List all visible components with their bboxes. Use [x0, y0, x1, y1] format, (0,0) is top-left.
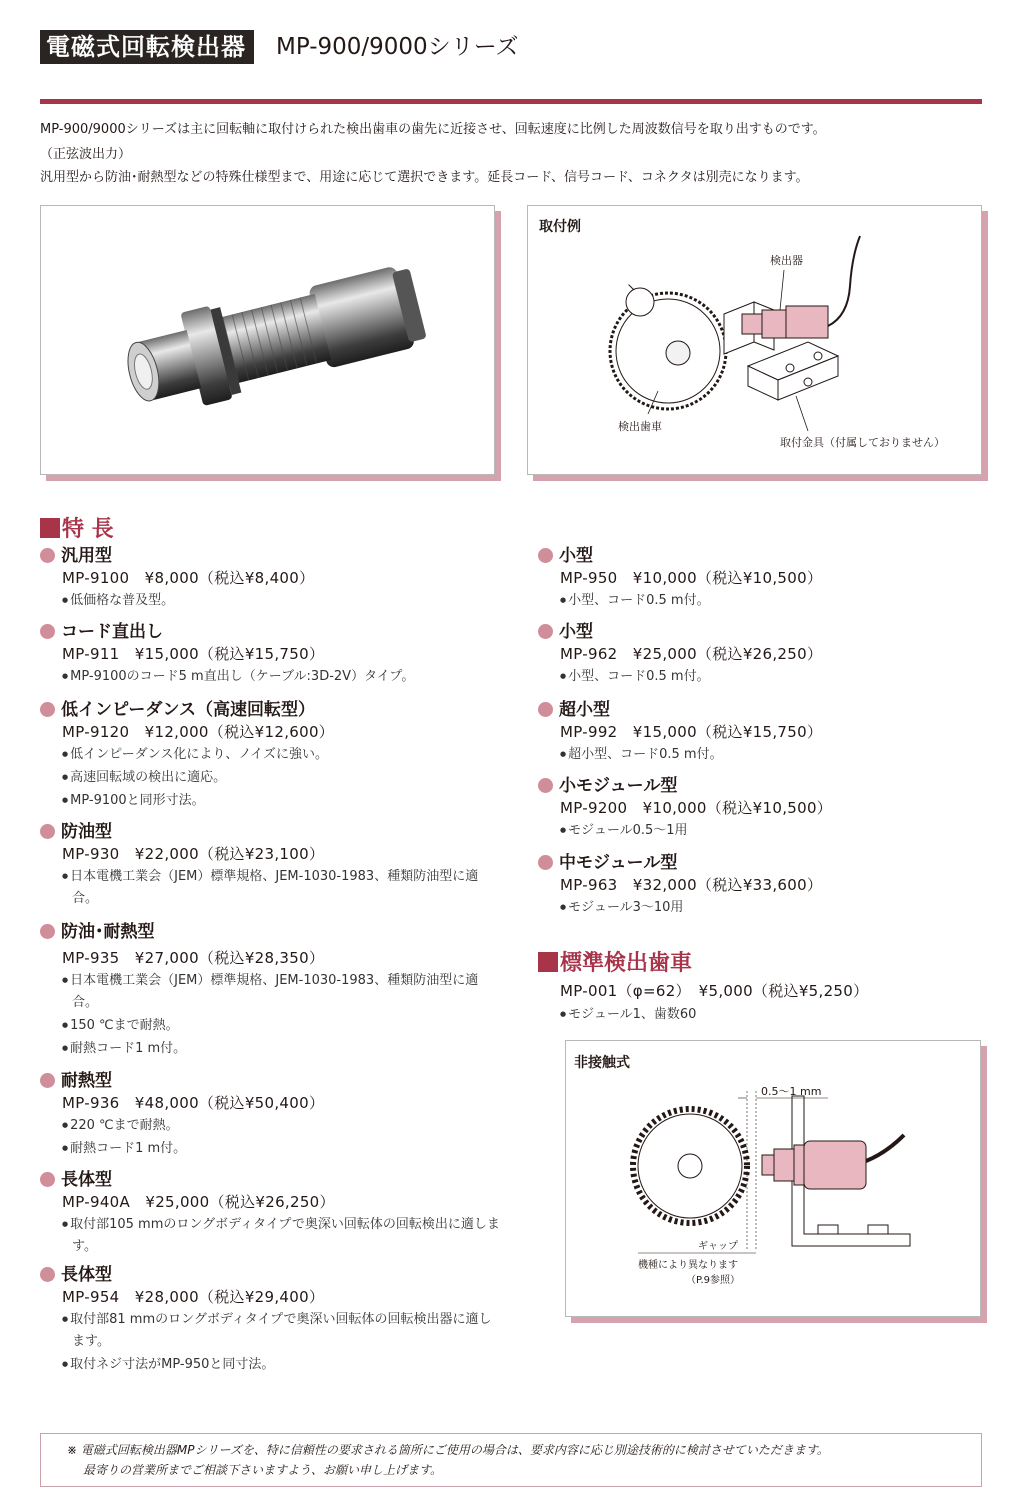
- feature-model: MP-992 ¥15,000（税込¥15,750）: [560, 723, 823, 741]
- feature-model: MP-930 ¥22,000（税込¥23,100）: [62, 845, 325, 863]
- feature-item-mp963: [538, 852, 1008, 919]
- feature-note: ● 低価格な普及型。: [62, 589, 510, 612]
- feature-name: 小モジュール型: [559, 776, 678, 796]
- feature-item-mp9100: [40, 545, 510, 612]
- features-heading: 特 長: [40, 512, 114, 543]
- feature-model: MP-950 ¥10,000（税込¥10,500）: [560, 569, 823, 587]
- bracket-label: 取付金具（付属しておりません）: [780, 436, 945, 449]
- feature-note: ● 高速回転域の検出に適応。: [62, 766, 510, 789]
- feature-name: 超小型: [559, 700, 610, 720]
- feature-note: ● 取付部105 mmのロングボディタイプで奥深い回転体の回転検出に適します。: [62, 1213, 502, 1258]
- feature-item-mp962: [538, 621, 1008, 688]
- feature-note: ● 超小型、コード0.5 m付。: [560, 743, 1008, 766]
- varies-label: 機種により異なります: [638, 1260, 738, 1271]
- feature-item-mp954: [40, 1264, 510, 1376]
- feature-name: 中モジュール型: [559, 853, 678, 873]
- footer-line-1: ※ 電磁式回転検出器MPシリーズを、特に信頼性の要求される箇所にご使用の場合は、要求内容に応じ別途技術的に検討させていただきます。: [67, 1443, 829, 1457]
- feature-note: ● 日本電機工業会（JEM）標準規格、JEM-1030-1983、種類防油型に適合。: [62, 969, 502, 1014]
- feature-name: 小型: [559, 622, 593, 642]
- feature-name: 小型: [559, 546, 593, 566]
- feature-name: 長体型: [61, 1265, 112, 1285]
- gear-label: 検出歯車: [618, 420, 662, 433]
- reference-label: （P.9参照）: [686, 1275, 741, 1286]
- gap-label: ギャップ: [698, 1241, 738, 1252]
- feature-note: ● 日本電機工業会（JEM）標準規格、JEM-1030-1983、種類防油型に適合。: [62, 865, 502, 910]
- feature-model: MP-9200 ¥10,000（税込¥10,500）: [560, 799, 833, 817]
- feature-note: ● モジュール0.5～1用: [560, 819, 1008, 842]
- feature-note: ● 小型、コード0.5 m付。: [560, 589, 1008, 612]
- feature-name: 防油型: [61, 822, 112, 842]
- feature-model: MP-963 ¥32,000（税込¥33,600）: [560, 876, 823, 894]
- feature-model: MP-935 ¥27,000（税込¥28,350）: [62, 949, 325, 967]
- detector-label: 検出器: [770, 254, 803, 267]
- gap-range-label: 0.5～1 mm: [761, 1085, 822, 1098]
- feature-item-mp992: [538, 699, 1008, 766]
- feature-model: MP-962 ¥25,000（税込¥26,250）: [560, 645, 823, 663]
- feature-note: ● 耐熱コード1 m付。: [62, 1037, 510, 1060]
- non-contact-diagram-box: [565, 1040, 981, 1317]
- gear-note: ● モジュール1、歯数60: [560, 1003, 696, 1026]
- intro-line-1: MP-900/9000シリーズは主に回転軸に取付けられた検出歯車の歯先に近接させ、回転速度に比例した周波数信号を取り出すものです。: [40, 122, 826, 137]
- feature-item-mp950: [538, 545, 1008, 612]
- footer-line-2: 最寄りの営業所までご相談下さいますよう、お願い申し上げます。: [83, 1463, 443, 1477]
- page-title: 電磁式回転検出器: [40, 30, 254, 64]
- feature-name: 低インピーダンス（高速回転型）: [61, 700, 315, 720]
- feature-note: ● 取付ネジ寸法がMP-950と同寸法。: [62, 1353, 510, 1376]
- feature-name: コード直出し: [61, 622, 163, 642]
- feature-name: 汎用型: [61, 546, 112, 566]
- diagram-label: 非接触式: [574, 1055, 630, 1071]
- example-label: 取付例: [539, 219, 581, 235]
- feature-note: ● 小型、コード0.5 m付。: [560, 665, 1008, 688]
- feature-name: 長体型: [61, 1170, 112, 1190]
- feature-item-mp935: [40, 921, 510, 1060]
- feature-model: MP-940A ¥25,000（税込¥26,250）: [62, 1193, 335, 1211]
- installation-example-box: [527, 205, 982, 475]
- feature-item-mp940a: [40, 1169, 510, 1258]
- gear-heading: 標準検出歯車: [538, 946, 692, 977]
- product-photo-box: [40, 205, 495, 475]
- feature-model: MP-911 ¥15,000（税込¥15,750）: [62, 645, 325, 663]
- feature-note: ● 取付部81 mmのロングボディタイプで奥深い回転体の回転検出器に適します。: [62, 1308, 502, 1353]
- feature-model: MP-936 ¥48,000（税込¥50,400）: [62, 1094, 325, 1112]
- feature-model: MP-9100 ¥8,000（税込¥8,400）: [62, 569, 315, 587]
- gear-model: MP-001（φ=62） ¥5,000（税込¥5,250）: [560, 982, 869, 1000]
- feature-note: ● モジュール3～10用: [560, 896, 1008, 919]
- feature-model: MP-954 ¥28,000（税込¥29,400）: [62, 1288, 325, 1306]
- feature-name: 防油･耐熱型: [61, 922, 155, 942]
- feature-item-mp9120: [40, 699, 510, 812]
- feature-note: ● 150 ℃まで耐熱。: [62, 1014, 510, 1037]
- feature-item-mp936: [40, 1070, 510, 1160]
- feature-item-mp911: [40, 621, 510, 688]
- feature-note: ● MP-9100と同形寸法。: [62, 789, 510, 812]
- sensor-photo: [41, 206, 494, 474]
- feature-name: 耐熱型: [61, 1071, 112, 1091]
- feature-note: ● 耐熱コード1 m付。: [62, 1137, 510, 1160]
- feature-item-mp9200: [538, 775, 1008, 842]
- feature-note: ● 220 ℃まで耐熱。: [62, 1114, 510, 1137]
- feature-note: ● MP-9100のコード5 m直出し（ケーブル:3D-2V）タイプ。: [62, 665, 510, 688]
- intro-line-3: 汎用型から防油･耐熱型などの特殊仕様型まで、用途に応じて選択できます。延長コード、信号コード、コネクタは別売になります。: [40, 170, 809, 185]
- intro-line-2: （正弦波出力）: [40, 147, 132, 162]
- header-rule: [40, 99, 982, 104]
- series-title: MP-900/9000シリーズ: [276, 34, 519, 60]
- footer-note: [40, 1433, 982, 1487]
- feature-item-mp930: [40, 821, 510, 910]
- feature-model: MP-9120 ¥12,000（税込¥12,600）: [62, 723, 335, 741]
- feature-note: ● 低インピーダンス化により、ノイズに強い。: [62, 743, 510, 766]
